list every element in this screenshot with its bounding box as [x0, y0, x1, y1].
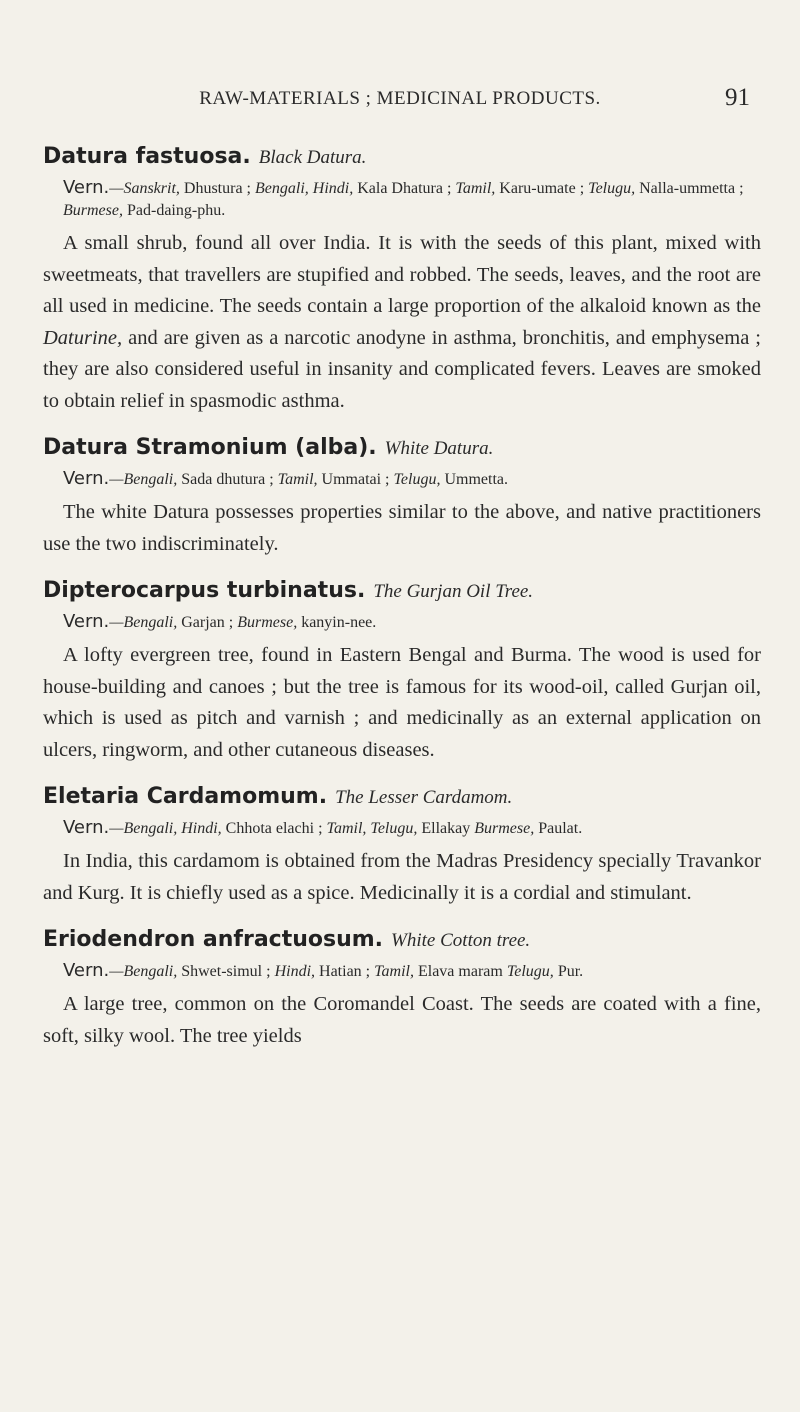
vern-name: Elava maram: [413, 963, 507, 980]
entry-heading: [43, 923, 761, 956]
vernacular-names: [63, 817, 761, 840]
page-number: 91: [725, 84, 750, 111]
entry-datura-stramonium: [43, 431, 761, 560]
entry-heading: [43, 574, 761, 607]
vern-lang: Burmese,: [63, 202, 123, 219]
entry-description: [43, 846, 761, 909]
vernacular-names: [63, 960, 761, 983]
entry-eletaria: [43, 780, 761, 909]
entry-heading: [43, 140, 761, 173]
entry-eriodendron: [43, 923, 761, 1052]
desc-text: A lofty evergreen tree, found in Eastern Bengal and Burma. The wood is used for house-building and canoes ; but the tree is famous for its wood-oil, called Gurjan oil, which is used as pitch and varnish ; and medicinally as an external application on ulcers, ringworm, and other cutaneous diseases.: [43, 644, 761, 761]
vern-name: Garjan ;: [177, 614, 238, 631]
entry-description: [43, 989, 761, 1052]
vern-name: Ummetta.: [440, 471, 509, 488]
vernacular-names: [63, 468, 761, 491]
vern-name: Dhustura ;: [179, 180, 255, 197]
entry-description: [43, 640, 761, 766]
botanical-name: Eriodendron anfractuosum.: [43, 927, 384, 952]
vern-name: Pad-daing-phu.: [122, 202, 226, 219]
vern-lang: Telugu,: [588, 180, 636, 197]
botanical-name: Datura fastuosa.: [43, 144, 251, 169]
common-name: White Datura.: [384, 438, 494, 459]
running-head-title: RAW-MATERIALS ; MEDICINAL PRODUCTS.: [199, 88, 601, 109]
common-name: Black Datura.: [258, 147, 367, 168]
vern-lang: Burmese,: [474, 820, 535, 837]
vern-lang: Hindi,: [274, 963, 316, 980]
desc-text: and are given as a narcotic anodyne in asthma, bronchitis, and emphysema ; they are also considered useful in insanity and complicated fevers. Leaves are smoked to obtain relief in spasmodic asthma.: [43, 326, 761, 412]
vern-name: Ummatai ;: [317, 471, 394, 488]
vern-lang: Bengali, Hindi,: [255, 180, 354, 197]
vern-name: Ellakay: [417, 820, 475, 837]
common-name: The Gurjan Oil Tree.: [373, 581, 534, 602]
botanical-name: Eletaria Cardamomum.: [43, 784, 328, 809]
vern-name: Sada dhutura ;: [177, 471, 278, 488]
entry-heading: [43, 431, 761, 464]
vern-label: Vern.: [63, 177, 110, 198]
common-name: The Lesser Cardamom.: [335, 787, 513, 808]
common-name: White Cotton tree.: [391, 930, 531, 951]
vern-name: Kala Dhatura ;: [353, 180, 456, 197]
vern-name: Hatian ;: [315, 963, 375, 980]
vern-lang: Burmese,: [237, 614, 298, 631]
botanical-name: Dipterocarpus turbinatus.: [43, 578, 366, 603]
vern-name: Shwet-simul ;: [177, 963, 275, 980]
vern-name: Chhota elachi ;: [221, 820, 327, 837]
botanical-name: Datura Stramonium (alba).: [43, 435, 377, 460]
page-content: [43, 140, 761, 1052]
vern-name: Paulat.: [534, 820, 583, 837]
vern-label: Vern.: [63, 960, 110, 981]
entry-description: [43, 497, 761, 560]
desc-italic: Daturine,: [43, 326, 123, 349]
vernacular-names: [63, 611, 761, 634]
entry-description: [43, 228, 761, 417]
vernacular-names: [63, 177, 761, 222]
entry-heading: [43, 780, 761, 813]
vern-label: Vern.: [63, 611, 110, 632]
desc-text: A large tree, common on the Coromandel Coast. The seeds are coated with a fine, soft, silky wool. The tree yields: [43, 993, 761, 1047]
entry-dipterocarpus: [43, 574, 761, 766]
vern-name: Nalla-ummetta ;: [635, 180, 744, 197]
entry-datura-fastuosa: [43, 140, 761, 417]
desc-text: In India, this cardamom is obtained from the Madras Presidency specially Travankor and Kurg. It is chiefly used as a spice. Medicinally it is a cordial and stimulant.: [43, 850, 761, 904]
vern-lang: Tamil,: [374, 963, 414, 980]
vern-label: Vern.: [63, 468, 110, 489]
vern-lang: Telugu,: [393, 471, 441, 488]
vern-name: Karu-umate ;: [495, 180, 589, 197]
desc-text: A small shrub, found all over India. It is with the seeds of this plant, mixed with sweetmeats, that travellers are stupified and robbed. The seeds, leaves, and the root are all used in medicine. The seeds contain a large proportion of the alkaloid known as the: [43, 232, 761, 317]
vern-label: Vern.: [63, 817, 110, 838]
vern-name: Pur.: [553, 963, 584, 980]
vern-lang: —Bengali, Hindi,: [109, 820, 222, 837]
vern-lang: Telugu,: [506, 963, 554, 980]
vern-lang: Tamil,: [455, 180, 496, 197]
desc-text: The white Datura possesses properties similar to the above, and native practitioners use the two indiscriminately.: [43, 501, 761, 555]
vern-lang: —Bengali,: [109, 614, 178, 631]
vern-lang: Tamil,: [277, 471, 318, 488]
vern-lang: —Bengali,: [109, 471, 178, 488]
vern-lang: —Sanskrit,: [109, 180, 180, 197]
running-head: [0, 84, 800, 118]
vern-lang: —Bengali,: [109, 963, 178, 980]
vern-lang: Tamil, Telugu,: [326, 820, 418, 837]
vern-name: kanyin-nee.: [297, 614, 377, 631]
